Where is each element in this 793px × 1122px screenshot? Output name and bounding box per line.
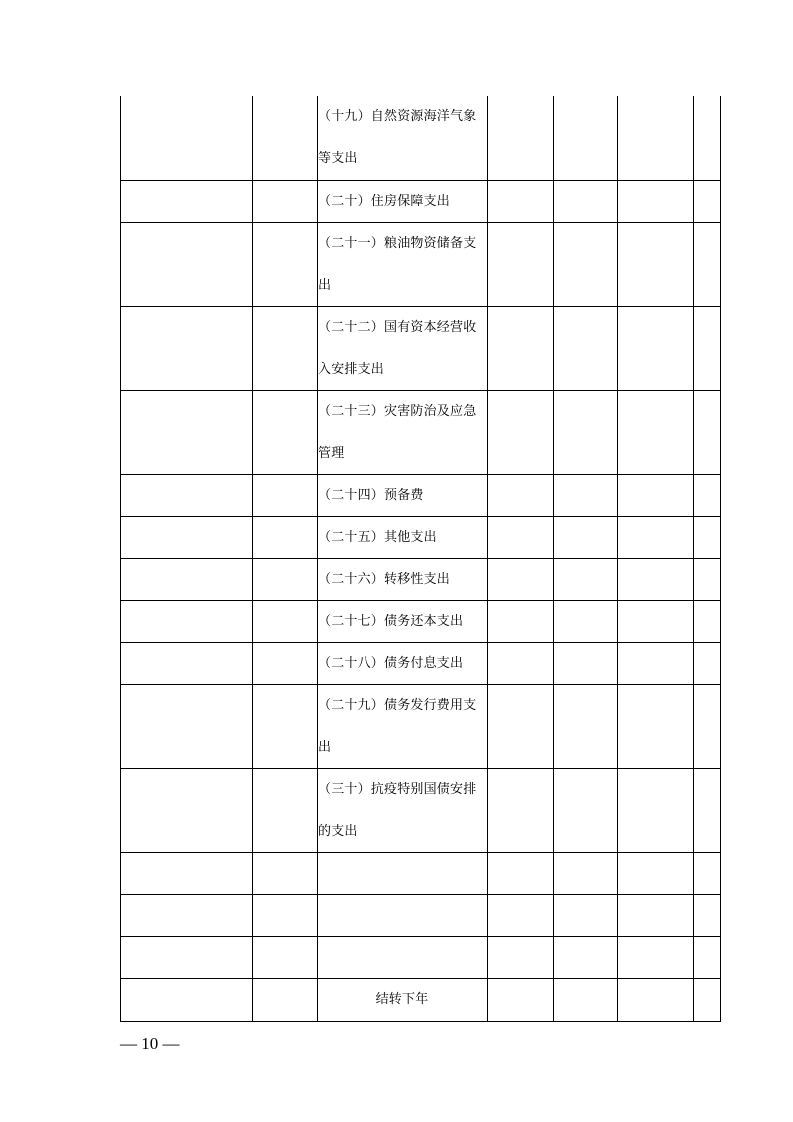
carry-forward-label: 结转下年 xyxy=(375,992,429,1007)
budget-table xyxy=(120,96,721,1022)
table-column-divider xyxy=(252,96,253,1022)
table-column-divider xyxy=(487,96,488,1022)
table-column-divider xyxy=(693,96,694,1022)
row-label: （二十四）预备费 xyxy=(318,488,424,503)
table-border-right xyxy=(720,96,721,1022)
row-label: （二十五）其他支出 xyxy=(318,530,437,545)
row-label: （二十二）国有资本经营收入安排支出 xyxy=(318,320,477,377)
table-border-bottom xyxy=(120,1021,721,1022)
table-column-divider xyxy=(553,96,554,1022)
row-label: （十九）自然资源海洋气象等支出 xyxy=(318,109,477,166)
page-number: — 10 — xyxy=(120,1034,180,1053)
row-label: （二十一）粮油物资储备支出 xyxy=(318,236,477,293)
row-label: （二十三）灾害防治及应急管理 xyxy=(318,404,477,461)
row-label: （二十八）债务付息支出 xyxy=(318,656,464,671)
table-row-divider xyxy=(120,936,721,937)
row-label: （三十）抗疫特别国债安排的支出 xyxy=(318,782,477,839)
table-row-divider xyxy=(120,894,721,895)
table-column-divider xyxy=(617,96,618,1022)
row-label: （二十七）债务还本支出 xyxy=(318,614,464,629)
table-border-left xyxy=(120,96,121,1022)
row-label: （二十九）债务发行费用支出 xyxy=(318,698,477,755)
row-label: （二十六）转移性支出 xyxy=(318,572,451,587)
row-label: （二十）住房保障支出 xyxy=(318,194,451,209)
